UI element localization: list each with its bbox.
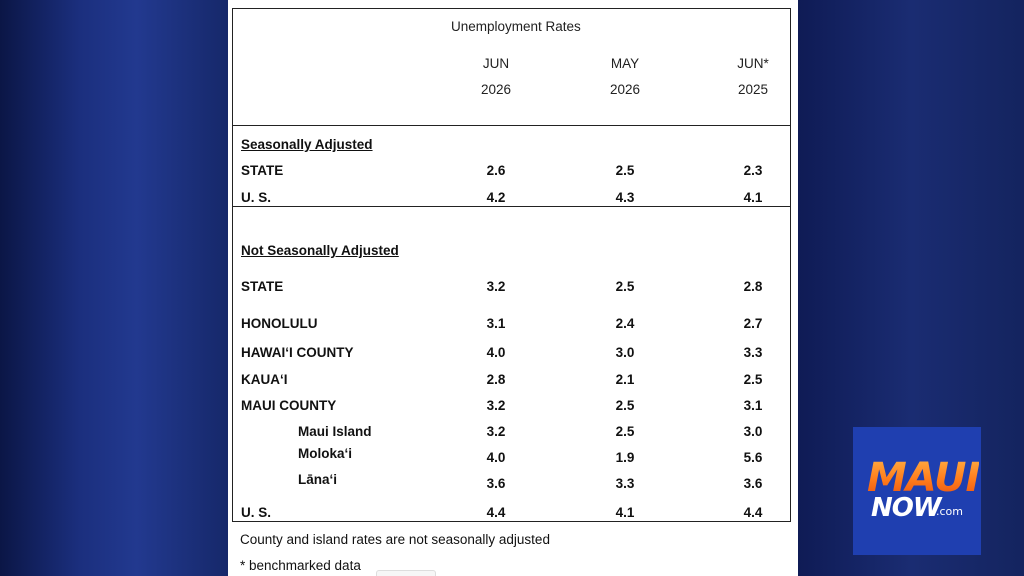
cell: 2.6 (486, 163, 506, 178)
col2-month: MAY (610, 56, 640, 71)
cell: 3.1 (486, 316, 506, 331)
logo-suffix: .com (936, 505, 963, 518)
cell: 4.4 (743, 505, 763, 520)
cell: 2.5 (615, 163, 635, 178)
cell: 3.2 (486, 398, 506, 413)
cell: 2.5 (615, 279, 635, 294)
logo-word-now: NOW (871, 493, 941, 523)
cell: 2.5 (615, 424, 635, 439)
cell: 3.6 (743, 476, 763, 491)
cell: 2.4 (615, 316, 635, 331)
cell: 2.8 (486, 372, 506, 387)
row-label: U. S. (241, 190, 272, 205)
row-label: U. S. (241, 505, 272, 520)
cell: 4.0 (486, 345, 506, 360)
cell: 4.4 (486, 505, 506, 520)
footnote-seasonal: County and island rates are not seasonally adjusted (240, 532, 550, 547)
cell: 2.7 (743, 316, 763, 331)
row-label: Lānaʻi (298, 472, 338, 487)
cell: 5.6 (743, 450, 763, 465)
cell: 3.2 (486, 424, 506, 439)
divider (233, 206, 790, 207)
cell: 1.9 (615, 450, 635, 465)
cell: 3.3 (615, 476, 635, 491)
col3-month: JUN* (737, 56, 769, 71)
cell: 3.0 (743, 424, 763, 439)
row-label: STATE (241, 163, 284, 178)
row-label: HONOLULU (241, 316, 318, 331)
row-label: Maui Island (298, 424, 372, 439)
section-heading-seasonal: Seasonally Adjusted (241, 137, 373, 152)
maui-now-logo (853, 427, 981, 555)
row-label: KAUAʻI (241, 372, 288, 387)
row-label: STATE (241, 279, 284, 294)
table-title: Unemployment Rates (451, 19, 581, 34)
row-label: Molokaʻi (298, 446, 353, 461)
cell: 3.6 (486, 476, 506, 491)
cell: 3.2 (486, 279, 506, 294)
partial-button[interactable] (376, 570, 436, 576)
cell: 4.1 (615, 505, 635, 520)
cell: 3.1 (743, 398, 763, 413)
cell: 2.3 (743, 163, 763, 178)
logo-word-maui: MAUI (867, 455, 980, 501)
footnote-benchmark: * benchmarked data (240, 558, 361, 573)
cell: 3.0 (615, 345, 635, 360)
col3-year: 2025 (737, 82, 769, 97)
row-label: HAWAIʻI COUNTY (241, 345, 354, 360)
cell: 2.5 (743, 372, 763, 387)
col1-year: 2026 (480, 82, 512, 97)
cell: 4.1 (743, 190, 763, 205)
col2-year: 2026 (609, 82, 641, 97)
col1-month: JUN (482, 56, 510, 71)
cell: 4.3 (615, 190, 635, 205)
divider (233, 125, 790, 126)
unemployment-table (232, 8, 791, 522)
cell: 2.5 (615, 398, 635, 413)
cell: 4.0 (486, 450, 506, 465)
row-label: MAUI COUNTY (241, 398, 337, 413)
background-left (0, 0, 228, 576)
section-heading-not-seasonal: Not Seasonally Adjusted (241, 243, 399, 258)
cell: 2.1 (615, 372, 635, 387)
cell: 3.3 (743, 345, 763, 360)
cell: 4.2 (486, 190, 506, 205)
cell: 2.8 (743, 279, 763, 294)
